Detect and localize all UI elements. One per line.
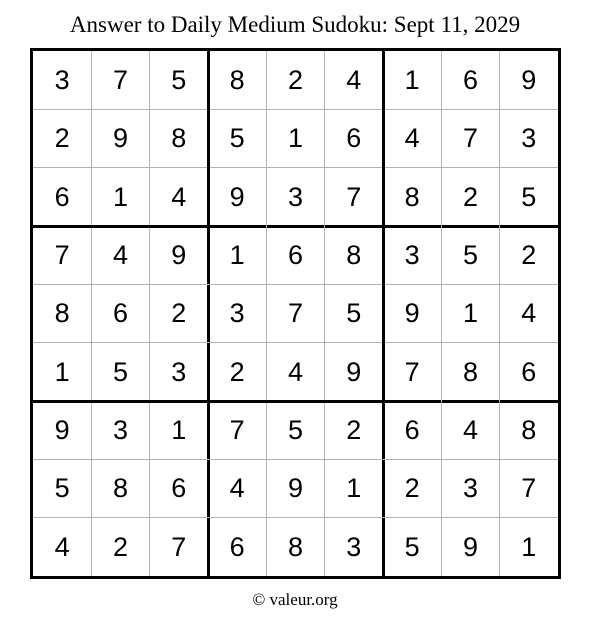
sudoku-cell: 5 xyxy=(404,531,420,562)
sudoku-cell: 9 xyxy=(462,531,478,562)
sudoku-cell: 8 xyxy=(462,356,478,387)
sudoku-cell: 7 xyxy=(462,123,478,154)
sudoku-cell: 9 xyxy=(171,240,187,270)
sudoku-cell: 8 xyxy=(287,531,303,562)
sudoku-cell: 2 xyxy=(346,415,362,445)
sudoku-cell: 7 xyxy=(346,181,362,212)
sudoku-cell: 4 xyxy=(54,531,70,562)
sudoku-cell: 7 xyxy=(287,298,303,329)
sudoku-cell: 2 xyxy=(229,356,245,387)
sudoku-cell: 4 xyxy=(287,356,303,387)
sudoku-cell: 4 xyxy=(521,298,537,329)
sudoku-cell: 8 xyxy=(404,181,420,212)
sudoku-cell: 1 xyxy=(229,240,245,270)
sudoku-cell: 9 xyxy=(404,298,420,329)
sudoku-cell: 4 xyxy=(171,181,187,212)
sudoku-cell: 9 xyxy=(54,415,70,445)
sudoku-cell: 6 xyxy=(229,531,245,562)
sudoku-cell: 8 xyxy=(346,240,362,270)
sudoku-cell: 3 xyxy=(521,123,537,154)
sudoku-cell: 9 xyxy=(346,356,362,387)
sudoku-cell: 3 xyxy=(112,415,128,445)
sudoku-cell: 2 xyxy=(462,181,478,212)
sudoku-cell: 4 xyxy=(462,415,478,445)
sudoku-cell: 2 xyxy=(54,123,70,154)
sudoku-cell: 6 xyxy=(462,65,478,95)
sudoku-cell: 4 xyxy=(404,123,420,154)
sudoku-cell: 5 xyxy=(112,356,128,387)
sudoku-cell: 5 xyxy=(171,65,187,95)
sudoku-cell: 1 xyxy=(404,65,420,95)
sudoku-cell: 1 xyxy=(112,181,128,212)
sudoku-cell: 6 xyxy=(404,415,420,445)
sudoku-cell: 5 xyxy=(346,298,362,329)
sudoku-cell: 8 xyxy=(229,65,245,95)
sudoku-cell: 1 xyxy=(54,356,70,387)
sudoku-cell: 1 xyxy=(521,531,537,562)
sudoku-cell: 6 xyxy=(521,356,537,387)
sudoku-cell: 6 xyxy=(112,298,128,329)
sudoku-cell: 7 xyxy=(229,415,245,445)
sudoku-cell: 8 xyxy=(112,473,128,504)
sudoku-cell: 6 xyxy=(171,473,187,504)
sudoku-cell: 9 xyxy=(287,473,303,504)
sudoku-cell: 7 xyxy=(171,531,187,562)
sudoku-cell: 9 xyxy=(112,123,128,154)
sudoku-cell: 6 xyxy=(54,181,70,212)
sudoku-cell: 1 xyxy=(462,298,478,329)
sudoku-cell: 2 xyxy=(404,473,420,504)
sudoku-cell: 4 xyxy=(229,473,245,504)
sudoku-cell: 8 xyxy=(171,123,187,154)
sudoku-cell: 5 xyxy=(521,181,537,212)
sudoku-cell: 2 xyxy=(112,531,128,562)
sudoku-cell: 8 xyxy=(54,298,70,329)
sudoku-cell: 1 xyxy=(287,123,303,154)
sudoku-cell: 1 xyxy=(346,473,362,504)
sudoku-cell: 6 xyxy=(346,123,362,154)
sudoku-cell: 7 xyxy=(54,240,70,270)
sudoku-cell: 3 xyxy=(404,240,420,270)
sudoku-cell: 3 xyxy=(229,298,245,329)
sudoku-cell: 5 xyxy=(287,415,303,445)
sudoku-cell: 2 xyxy=(287,65,303,95)
page-title: Answer to Daily Medium Sudoku: Sept 11, 2029 xyxy=(69,12,521,37)
sudoku-cell: 2 xyxy=(171,298,187,329)
sudoku-cell: 5 xyxy=(229,123,245,154)
sudoku-cell: 1 xyxy=(171,415,187,445)
sudoku-cell: 8 xyxy=(521,415,537,445)
sudoku-cell: 4 xyxy=(112,240,128,270)
sudoku-cell: 4 xyxy=(346,65,362,95)
sudoku-cell: 7 xyxy=(521,473,537,504)
footer-credit: © valeur.org xyxy=(252,590,338,609)
sudoku-cell: 9 xyxy=(521,65,537,95)
sudoku-cell: 5 xyxy=(462,240,478,270)
sudoku-cell: 2 xyxy=(521,240,537,270)
sudoku-cell: 9 xyxy=(229,181,245,212)
sudoku-cell: 7 xyxy=(112,65,128,95)
sudoku-cell: 3 xyxy=(54,65,70,95)
sudoku-cell: 3 xyxy=(462,473,478,504)
sudoku-cell: 7 xyxy=(404,356,420,387)
sudoku-cell: 6 xyxy=(287,240,303,270)
sudoku-cell: 5 xyxy=(54,473,70,504)
sudoku-cell: 3 xyxy=(346,531,362,562)
sudoku-cell: 3 xyxy=(171,356,187,387)
sudoku-cell: 3 xyxy=(287,181,303,212)
sudoku-grid xyxy=(30,48,561,579)
